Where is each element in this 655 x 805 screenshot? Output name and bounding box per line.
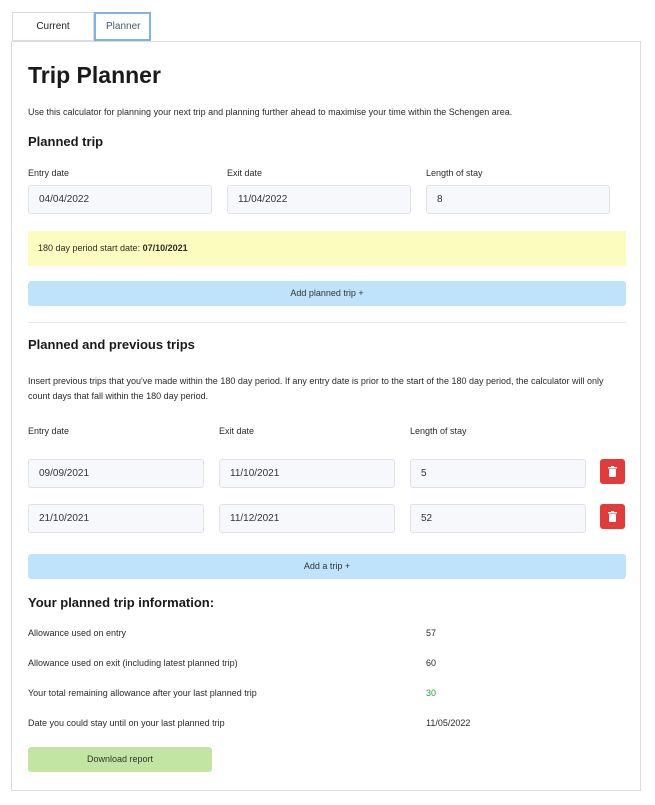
trash-icon [608, 511, 617, 522]
add-trip-button[interactable]: Add a trip + [28, 554, 626, 579]
previous-trips-description: Insert previous trips that you've made within the 180 day period. If any entry date is prior to the start of the 180 day period, the calculator will only count days that fall within the 180 day period. [28, 376, 604, 401]
remaining-allowance-value: 30 [426, 688, 437, 698]
trip-exit-date-input[interactable]: 11/10/2021 [219, 459, 395, 488]
allowance-exit-value: 60 [426, 658, 437, 668]
section-divider [28, 322, 626, 323]
planned-exit-label: Exit date [227, 168, 263, 178]
download-report-button[interactable]: Download report [28, 747, 212, 772]
planned-exit-date-input[interactable]: 11/04/2022 [227, 185, 411, 214]
planned-entry-label: Entry date [28, 168, 70, 178]
planned-trip-heading: Planned trip [28, 134, 104, 149]
allowance-entry-value: 57 [426, 628, 437, 638]
period-start-notice [28, 231, 626, 266]
planned-length-label: Length of stay [426, 168, 483, 178]
planned-trip-info-heading: Your planned trip information: [28, 595, 215, 610]
delete-trip-button[interactable] [600, 504, 625, 529]
trip-length-input[interactable]: 5 [410, 459, 586, 488]
allowance-entry-label: Allowance used on entry [28, 628, 127, 638]
previous-trips-heading: Planned and previous trips [28, 337, 195, 352]
intro-text: Use this calculator for planning your next trip and planning further ahead to maximise your time within the Schengen area. [28, 107, 513, 117]
add-planned-trip-button[interactable]: Add planned trip + [28, 281, 626, 306]
trip-exit-date-input[interactable]: 11/12/2021 [219, 504, 395, 533]
stay-until-label: Date you could stay until on your last planned trip [28, 718, 225, 728]
previous-exit-label: Exit date [219, 426, 255, 436]
trip-entry-date-input[interactable]: 21/10/2021 [28, 504, 204, 533]
previous-length-label: Length of stay [410, 426, 467, 436]
planner-panel [11, 41, 641, 791]
tab-current-status[interactable]: Current [12, 12, 94, 41]
tab-planner[interactable]: Planner [94, 12, 151, 41]
allowance-exit-label: Allowance used on exit (including latest planned trip) [28, 658, 238, 668]
period-start-date: 07/10/2021 [142, 243, 188, 253]
previous-entry-label: Entry date [28, 426, 70, 436]
trash-icon [608, 466, 617, 477]
delete-trip-button[interactable] [600, 459, 625, 484]
page-title: Trip Planner [28, 62, 161, 88]
stay-until-value: 11/05/2022 [426, 718, 471, 728]
tab-bar [12, 12, 151, 42]
planned-entry-date-input[interactable]: 04/04/2022 [28, 185, 212, 214]
planned-length-input[interactable]: 8 [426, 185, 610, 214]
remaining-allowance-label: Your total remaining allowance after your last planned trip [28, 688, 257, 698]
period-start-label: 180 day period start date: [38, 243, 141, 253]
trip-length-input[interactable]: 52 [410, 504, 586, 533]
trip-entry-date-input[interactable]: 09/09/2021 [28, 459, 204, 488]
